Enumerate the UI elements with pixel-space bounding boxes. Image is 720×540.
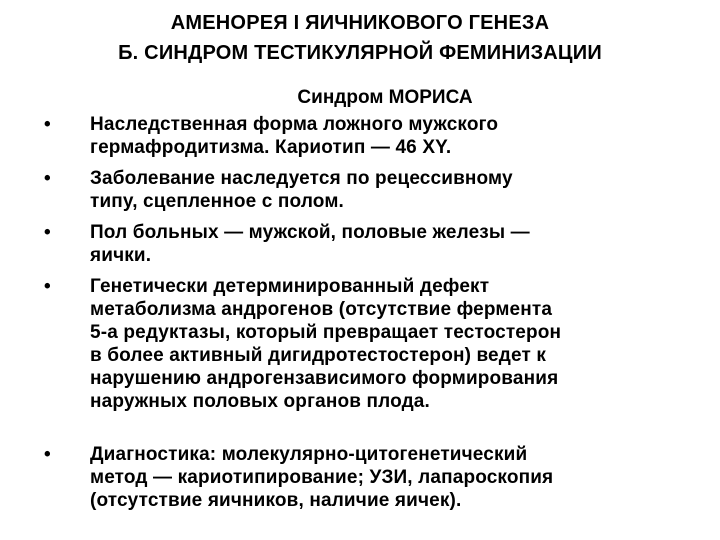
bullet-marker: • [44, 222, 51, 243]
bullet-line: в более активный дигидротестостерон) ведет к [90, 345, 546, 366]
bullet-line: нарушению андрогензависимого формирования [90, 368, 559, 389]
bullet-marker: • [44, 114, 51, 135]
bullet-text [90, 275, 690, 413]
bullet-line: 5-а редуктазы, который превращает тестостерон [90, 322, 562, 343]
bullet-marker: • [44, 276, 51, 297]
bullet-text [90, 221, 690, 267]
bullet-line: яички. [90, 245, 152, 266]
bullet-line: Диагностика: молекулярно-цитогенетический [90, 444, 528, 465]
bullet-line: метод — кариотипирование; УЗИ, лапароскопия [90, 467, 554, 488]
bullet-marker: • [44, 168, 51, 189]
slide-title-line-1: АМЕНОРЕЯ I ЯИЧНИКОВОГО ГЕНЕЗА [170, 12, 550, 34]
bullet-line: Наследственная форма ложного мужского [90, 114, 499, 135]
bullet-line: гермафродитизма. Кариотип — 46 XY. [90, 137, 452, 158]
slide-title-line-2: Б. СИНДРОМ ТЕСТИКУЛЯРНОЙ ФЕМИНИЗАЦИИ [118, 42, 602, 64]
bullet-line: (отсутствие яичников, наличие яичек). [90, 490, 462, 511]
bullet-line: наружных половых органов плода. [90, 391, 430, 412]
bullet-line: типу, сцепленное с полом. [90, 191, 344, 212]
bullet-line: Заболевание наследуется по рецессивному [90, 168, 513, 189]
bullet-marker: • [44, 444, 51, 465]
slide-subtitle: Синдром МОРИСА [297, 87, 473, 108]
bullet-text [90, 443, 690, 512]
bullet-line: Пол больных — мужской, половые железы — [90, 222, 530, 243]
bullet-line: метаболизма андрогенов (отсутствие фермента [90, 299, 553, 320]
bullet-text [90, 113, 690, 159]
bullet-line: Генетически детерминированный дефект [90, 276, 490, 297]
bullet-text [90, 167, 690, 213]
